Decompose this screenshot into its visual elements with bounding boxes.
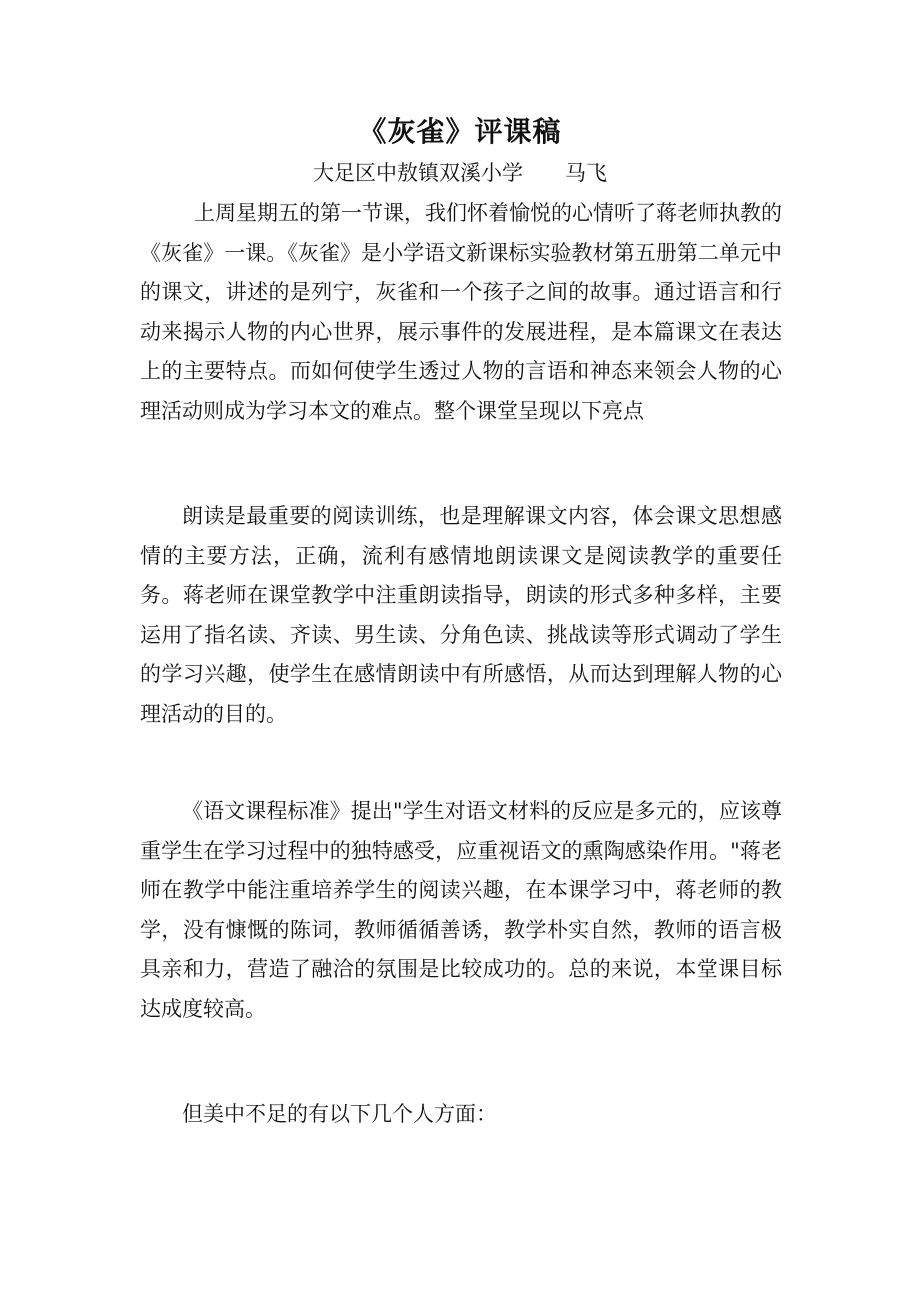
paragraph-standards: 《语文课程标准》提出"学生对语文材料的反应是多元的，应该尊重学生在学习过程中的独特感受，应重视语文的熏陶感染作用。"蒋老师在教学中能注重培养学生的阅读兴趣，在本课学习中，蒋老师的教学，没有慷慨的陈词，教师循循善诱，教学朴实自然，教师的语言极具亲和力，营造了融洽的氛围是比较成功的。总的来说，本堂课目标达成度较高。: [140, 799, 782, 1021]
author-line: [0, 157, 920, 189]
paragraph-shortcomings: 但美中不足的有以下几个人方面：: [182, 1102, 497, 1126]
document-title: 《灰雀》评课稿: [358, 115, 562, 148]
paragraph-reading: 朗读是最重要的阅读训练，也是理解课文内容，体会课文思想感情的主要方法，正确，流利有感情地朗读课文是阅读教学的重要任务。蒋老师在课堂教学中注重朗读指导，朗读的形式多种多样，主要运用了指名读、齐读、男生读、分角色读、挑战读等形式调动了学生的学习兴趣，使学生在感情朗读中有所感悟，从而达到理解人物的心理活动的目的。: [140, 504, 782, 726]
author-school: 大足区中敖镇双溪小学: [313, 161, 523, 185]
author-name: 马飞: [565, 161, 607, 185]
paragraph-intro: 上周星期五的第一节课，我们怀着愉悦的心情听了蒋老师执教的《灰雀》一课。《灰雀》是小学语文新课标实验教材第五册第二单元中的课文，讲述的是列宁，灰雀和一个孩子之间的故事。通过语言和行动来揭示人物的内心世界，展示事件的发展进程，是本篇课文在表达上的主要特点。而如何使学生透过人物的言语和神态来领会人物的心理活动则成为学习本文的难点。整个课堂呈现以下亮点: [140, 201, 782, 423]
